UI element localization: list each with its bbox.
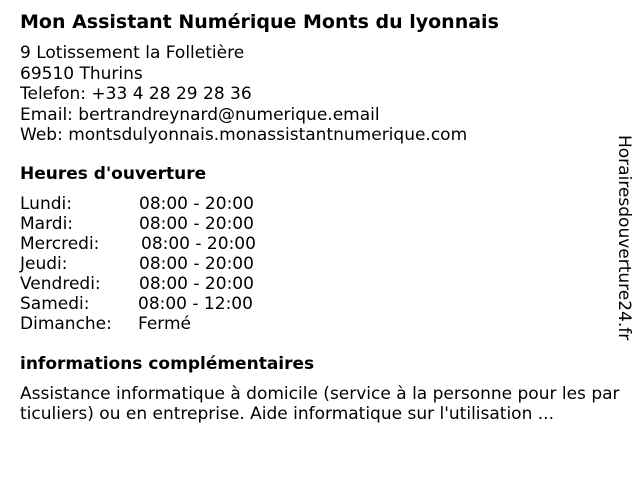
time-value: 08:00 - 20:00 (139, 254, 254, 274)
day-label: Samedi: (20, 294, 90, 314)
day-label: Jeudi: (20, 254, 68, 274)
day-label: Vendredi: (20, 274, 101, 294)
description-text (20, 384, 632, 424)
time-value: 08:00 - 20:00 (139, 274, 254, 294)
hours-row-saturday (20, 294, 320, 314)
business-name: Mon Assistant Numérique Monts du lyonnais (20, 11, 499, 33)
opening-hours-table (20, 194, 320, 334)
day-label: Dimanche: (20, 314, 112, 334)
website: Web: montsdulyonnais.monassistantnumerique.com (20, 125, 468, 145)
address-city: 69510 Thurins (20, 63, 143, 84)
day-label: Mardi: (20, 214, 74, 234)
address-street: 9 Lotissement la Folletière (20, 43, 245, 63)
time-value: 08:00 - 20:00 (139, 214, 254, 234)
time-value: 08:00 - 20:00 (139, 194, 254, 214)
description-line: Assistance informatique à domicile (service à la personne pour les par (20, 384, 620, 404)
hours-row-tuesday (20, 214, 320, 234)
info-heading: informations complémentaires (20, 354, 315, 374)
phone-number: Telefon: +33 4 28 29 28 36 (20, 84, 252, 104)
hours-row-thursday (20, 254, 320, 274)
hours-row-wednesday (20, 234, 320, 254)
day-label: Mercredi: (20, 234, 100, 254)
hours-row-sunday (20, 314, 320, 334)
hours-row-friday (20, 274, 320, 294)
email-address: Email: bertrandreynard@numerique.email (20, 104, 380, 125)
time-value: 08:00 - 12:00 (138, 294, 253, 314)
description-line: ticuliers) ou en entreprise. Aide informatique sur l'utilisation ... (20, 404, 554, 424)
hours-heading: Heures d'ouverture (20, 164, 207, 184)
hours-row-monday (20, 194, 320, 214)
contact-block (20, 43, 467, 146)
time-value: 08:00 - 20:00 (141, 234, 256, 254)
time-value: Fermé (138, 314, 192, 334)
source-watermark: Horairesdouverture24.fr (614, 135, 634, 341)
day-label: Lundi: (20, 194, 72, 214)
